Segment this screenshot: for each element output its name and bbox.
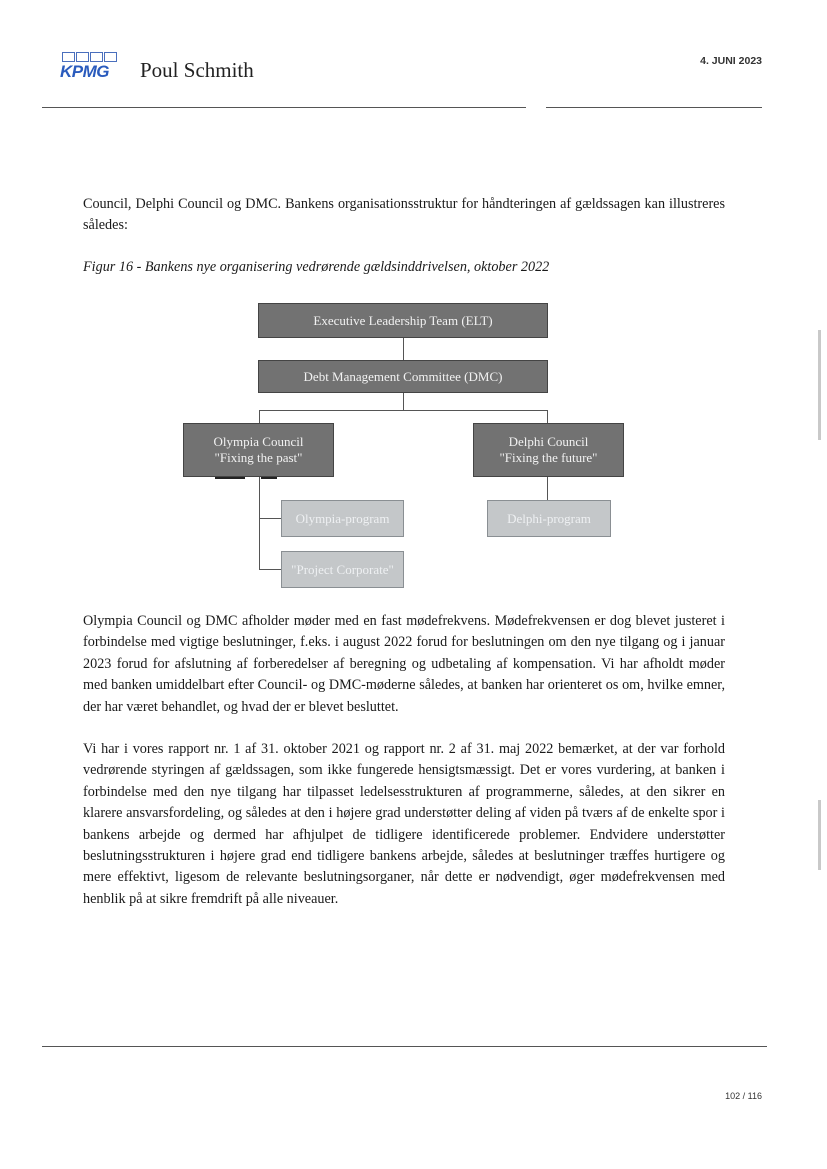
scan-edge-mark xyxy=(818,330,821,440)
figure-caption: Figur 16 - Bankens nye organisering vedrørende gældsinddrivelsen, oktober 2022 xyxy=(83,259,550,275)
connector-olympia-down xyxy=(259,477,260,570)
kpmg-logo xyxy=(60,52,122,82)
org-box-dmc xyxy=(258,360,548,393)
kpmg-logo-boxes xyxy=(62,52,117,62)
connector-to-olympia xyxy=(259,410,260,423)
org-box-olympia-program xyxy=(281,500,404,537)
header-rule-right xyxy=(546,107,762,108)
org-box-elt xyxy=(258,303,548,338)
scan-edge-mark xyxy=(818,800,821,870)
connector-olympia-program xyxy=(259,518,281,519)
connector-project-corporate xyxy=(259,569,281,570)
olympia-underline-mark xyxy=(215,477,245,479)
delphi-council-subtitle: "Fixing the future" xyxy=(499,450,598,465)
project-corporate-label: "Project Corporate" xyxy=(291,561,394,577)
connector-to-delphi xyxy=(547,410,548,423)
connector-delphi-program xyxy=(547,477,548,500)
paragraph-assessment: Vi har i vores rapport nr. 1 af 31. oktober 2021 og rapport nr. 2 af 31. maj 2022 bemærket, at der var forhold vedrørende styringen af gældssagen, som ikke fungerede hensigtsmæssigt. Det er vores vurdering, at banken i forbindelse med den nye tilgang har tilpasset ledelsesstrukturen af programmerne, således, at den sikrer en klarere ansvarsfordeling, og således at den i højere grad understøtter deling af viden på tværs af de enkelte spor i bankens arbejde og dermed har afhjulpet de tidligere identificerede problemer. Endvidere understøtter beslutningsstrukturen i højere grad end tidligere bankens arbejde, således at beslutninger træffes hurtigere og mere effektivt, ligesom de relevante beslutningsorganer, når dette er nødvendigt, øger mødefrekvensen med henblik på at sikre fremdrift på alle niveauer. xyxy=(83,741,725,907)
header-rule-left xyxy=(42,107,526,108)
delphi-council-title: Delphi Council xyxy=(508,434,589,449)
connector-dmc-down xyxy=(403,393,404,411)
connector-elt-dmc xyxy=(403,338,404,360)
firm-name: Poul Schmith xyxy=(140,58,254,82)
org-box-dmc-label: Debt Management Committee (DMC) xyxy=(303,368,503,384)
paragraph-meetings: Olympia Council og DMC afholder møder med en fast mødefrekvens. Mødefrekvensen er dog blevet justeret i forbindelse med vigtige beslutninger, f.eks. i august 2022 forud for beslutningen om den nye tilgang og i januar 2023 forud for afslutning af forberedelser af beregning og udbetaling af kompensation. Vi har afholdt møder med banken umiddelbart efter Council- og DMC-møderne således, at banken har orienteret os om, hvilke emner, der har været behandlet, og hvad der er blevet besluttet. xyxy=(83,613,725,715)
org-box-delphi-program xyxy=(487,500,611,537)
org-box-elt-label: Executive Leadership Team (ELT) xyxy=(313,312,493,328)
org-box-project-corporate xyxy=(281,551,404,588)
org-box-olympia-council xyxy=(183,423,334,477)
header-date: 4. JUNI 2023 xyxy=(700,55,762,67)
kpmg-logo-text: KPMG xyxy=(60,62,109,81)
olympia-council-subtitle: "Fixing the past" xyxy=(214,450,303,465)
olympia-underline-mark xyxy=(261,477,277,479)
org-box-delphi-council xyxy=(473,423,624,477)
paragraph-intro: Council, Delphi Council og DMC. Bankens organisationsstruktur for håndteringen af gældssagen kan illustreres således: xyxy=(83,196,725,234)
olympia-council-title: Olympia Council xyxy=(213,434,304,449)
delphi-program-label: Delphi-program xyxy=(507,510,591,526)
olympia-program-label: Olympia-program xyxy=(295,510,390,526)
page-number: 102 / 116 xyxy=(725,1091,762,1101)
connector-council-bar xyxy=(259,410,548,411)
footer-rule xyxy=(42,1046,767,1047)
